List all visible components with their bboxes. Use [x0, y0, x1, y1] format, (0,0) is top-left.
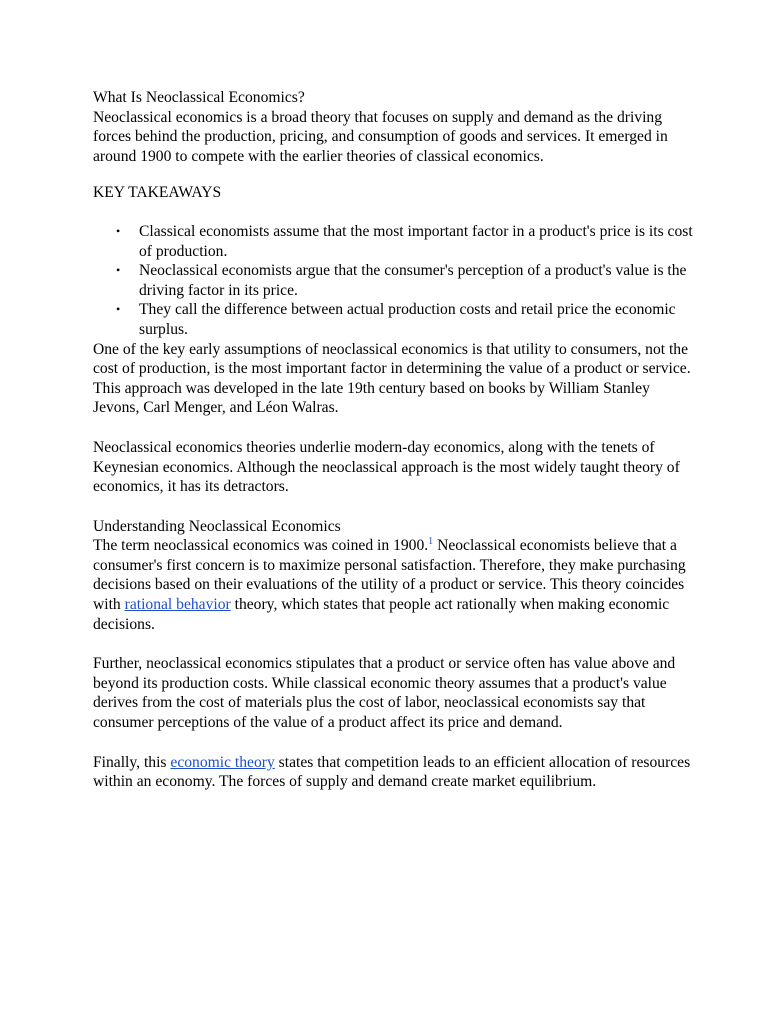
paragraph-text: The term neoclassical economics was coined in 1900. [93, 537, 429, 555]
understanding-section [93, 517, 693, 635]
paragraph-text: Finally, this [93, 753, 171, 771]
paragraph-early-assumptions: One of the key early assumptions of neoclassical economics is that utility to consumers, not the cost of production, is the most important factor in determining the value of a product or service. This approach was developed in the late 19th century based on books by William Stanley Jevons, Carl Menger, and Léon Walras. [93, 340, 691, 417]
takeaway-text: Classical economists assume that the most important factor in a product's price is its cost of production. [139, 222, 693, 260]
rational-behavior-link[interactable]: rational behavior [124, 596, 231, 614]
bullet-icon: • [116, 263, 121, 278]
document-title: What Is Neoclassical Economics? [93, 89, 305, 106]
takeaway-text: Neoclassical economists argue that the consumer's perception of a product's value is the driving factor in its price. [139, 262, 687, 299]
section-heading: Understanding Neoclassical Economics [93, 517, 341, 535]
paragraph-text: states that competition leads to an efficient allocation of resources within an economy. The forces of supply and demand create market equilibrium. [93, 753, 691, 791]
list-item [116, 222, 693, 261]
intro-paragraph: Neoclassical economics is a broad theory that focuses on supply and demand as the driving forces behind the production, pricing, and consumption of goods and services. It emerged in around 1900 to compete with the earlier theories of classical economics. [93, 108, 668, 165]
paragraph-competition [93, 753, 693, 792]
paragraph-value-above-costs: Further, neoclassical economics stipulates that a product or service often has value above and beyond its production costs. While classical economic theory assumes that a product's value derives from the cost of materials plus the cost of labor, neoclassical economists say that consumer perceptions of the value of a product affect its price and demand. [93, 655, 676, 732]
list-item [116, 300, 693, 339]
paragraph-term-coined [93, 536, 693, 634]
bullet-icon: • [116, 302, 121, 317]
document-page [93, 88, 693, 792]
key-takeaways-list [93, 222, 693, 340]
list-item [116, 261, 693, 300]
economic-theory-link[interactable]: economic theory [170, 753, 275, 771]
paragraph-text: theory, which states that people act rationally when making economic decisions. [93, 596, 670, 633]
key-takeaways-heading: KEY TAKEAWAYS [93, 184, 222, 202]
paragraph-modern-economics: Neoclassical economics theories underlie modern-day economics, along with the tenets of Keynesian economics. Although the neoclassical approach is the most widely taught theory of economics, it has its detractors. [93, 438, 680, 496]
intro-block [93, 88, 693, 166]
bullet-icon: • [116, 223, 121, 238]
takeaway-text: They call the difference between actual production costs and retail price the economic surplus. [139, 301, 676, 338]
footnote-reference-link[interactable]: 1 [428, 536, 434, 548]
paragraph-text: Neoclassical economists believe that a consumer's first concern is to maximize personal satisfaction. Therefore, they make purchasing decisions based on their evaluations of the utility of a product or service. This theory coincides with [93, 537, 686, 614]
